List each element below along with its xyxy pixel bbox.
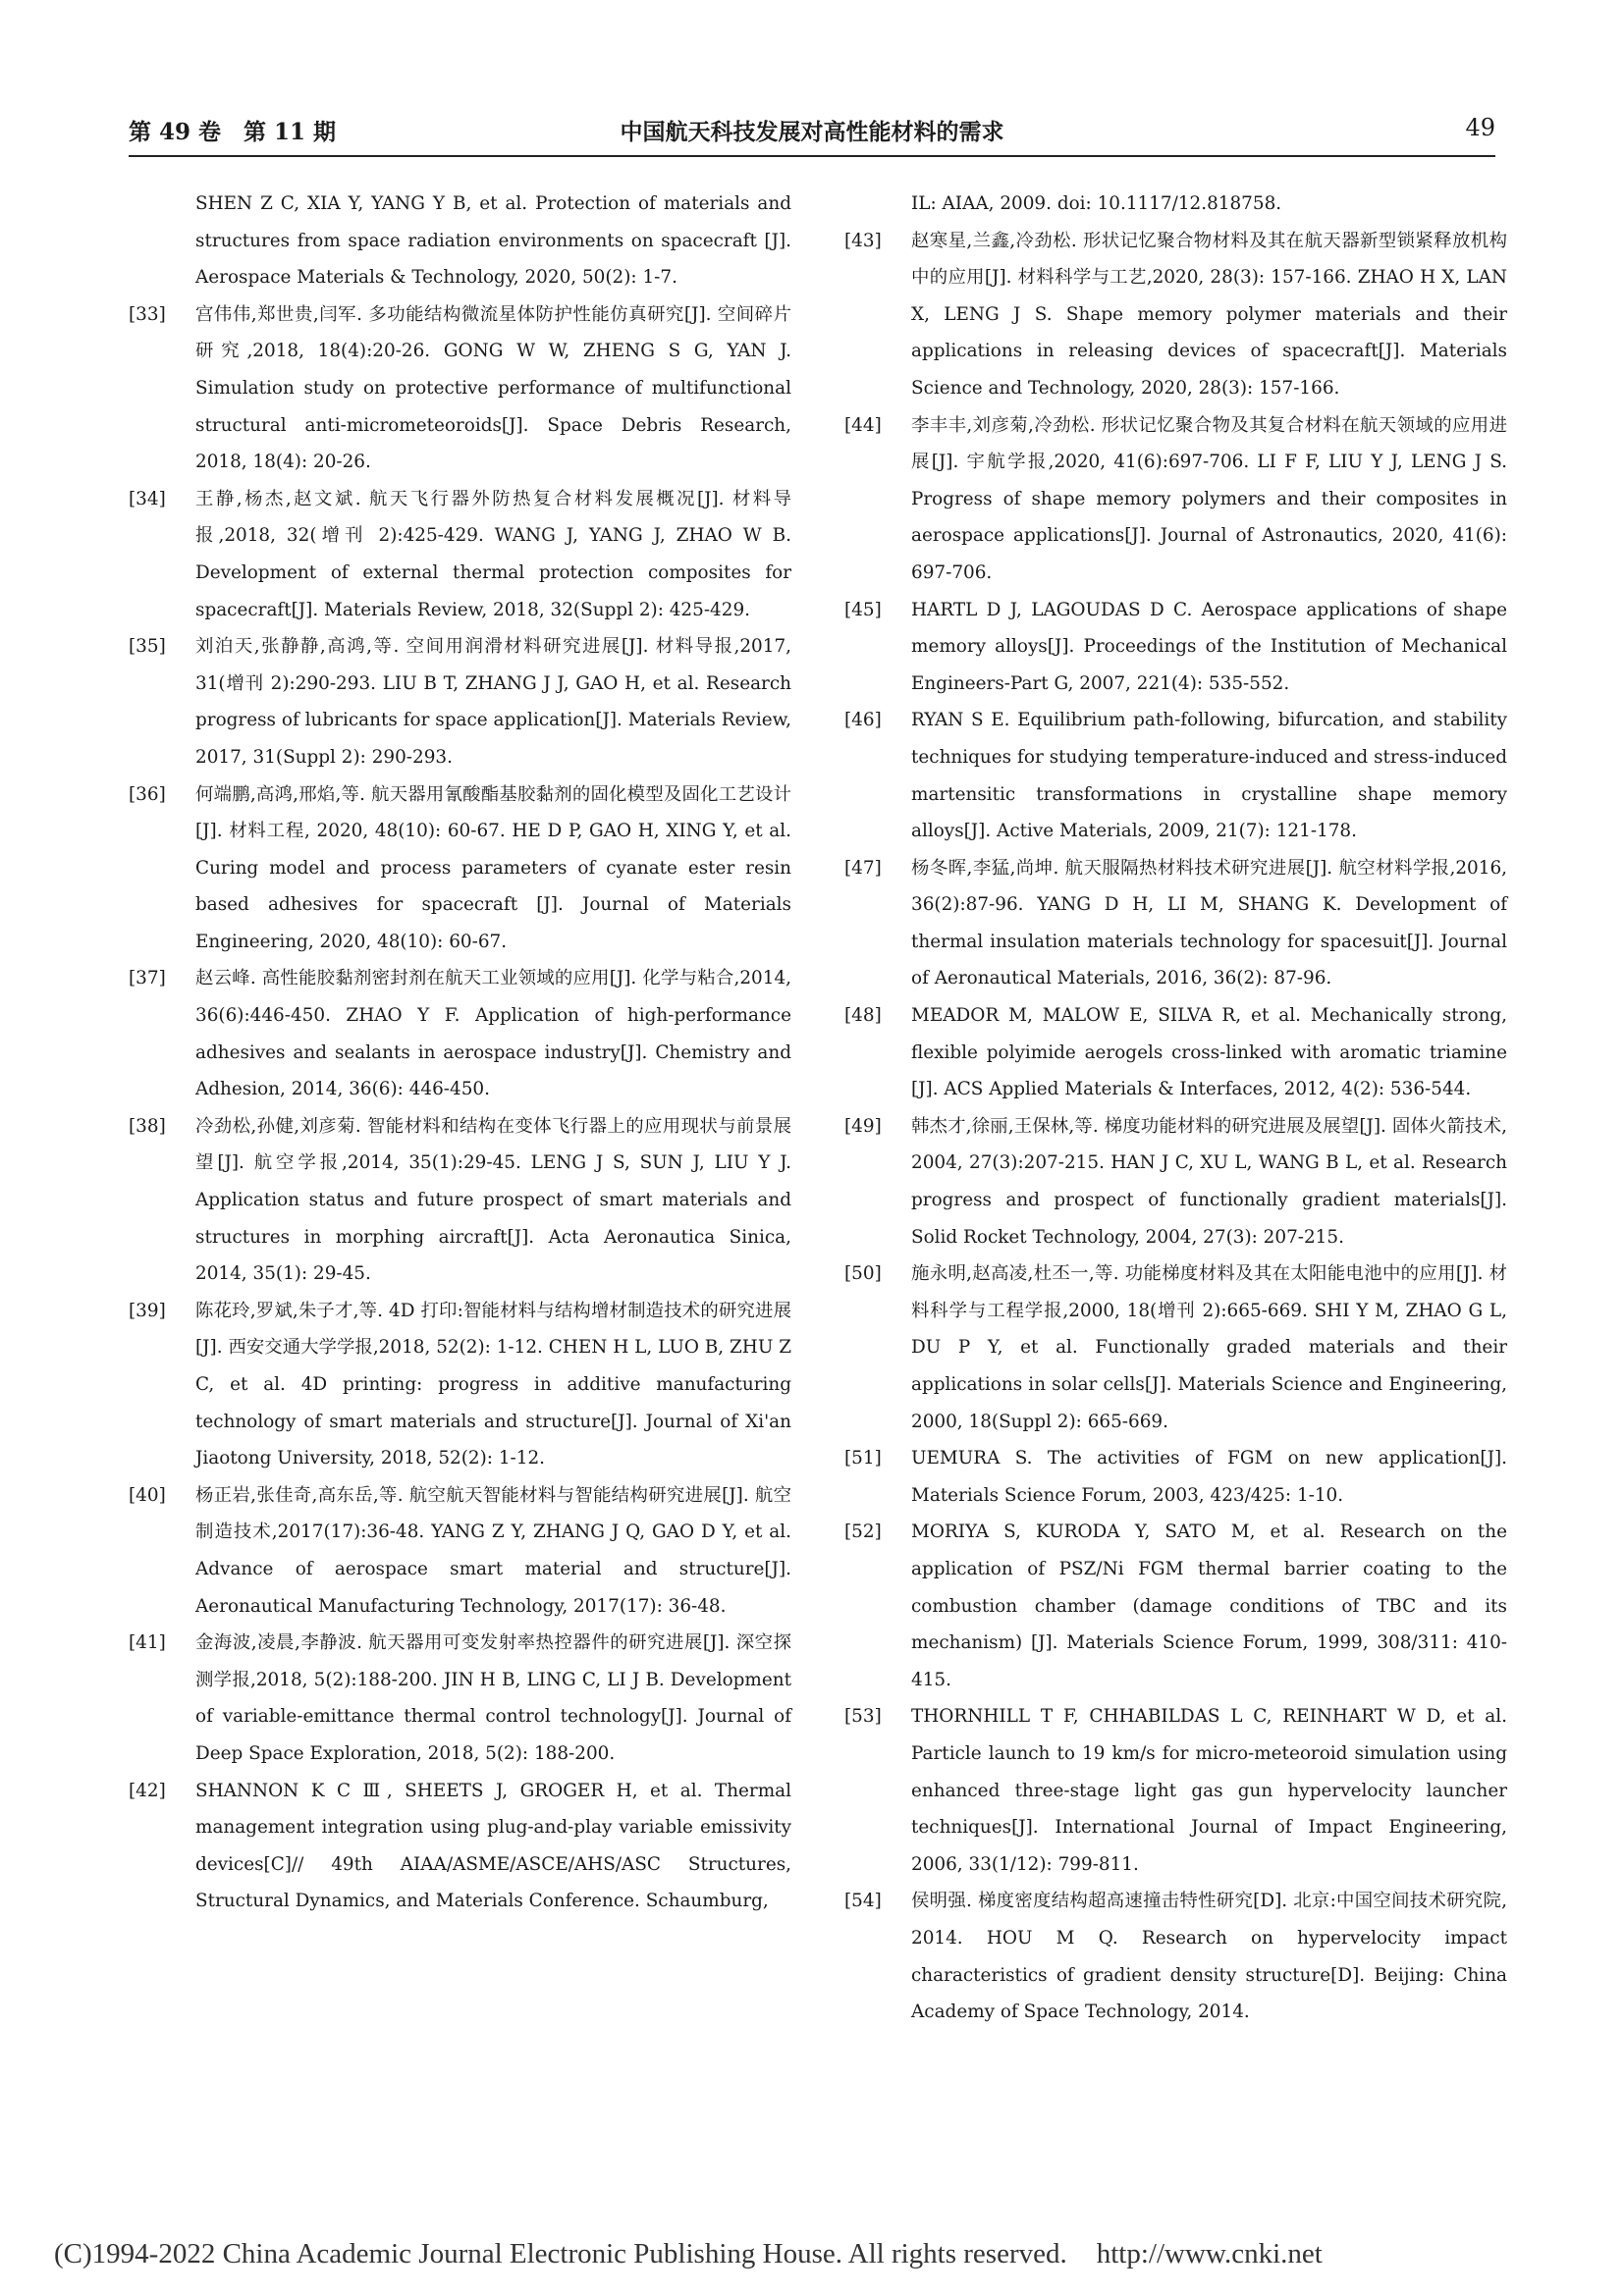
reference-entry: [844, 1108, 1507, 1255]
header-rule: [129, 155, 1495, 157]
reference-text: HARTL D J, LAGOUDAS D C. Aerospace applications of shape memory alloys[J]. Proceedings of the Institution of Mechanical Engineers-Part G, 2007, 221(4): 535-552.: [911, 599, 1507, 694]
reference-entry: [129, 776, 791, 961]
reference-number: [47]: [844, 857, 882, 879]
reference-text: SHANNON K C Ⅲ, SHEETS J, GROGER H, et al. Thermal management integration using plug-and-play variable emissivity devices[C]// 49th AIAA/ASME/ASCE/AHS/ASC Structures, Structural Dynamics, and Materials Conference. Schaumburg,: [195, 1780, 791, 1912]
reference-text: 陈花玲,罗斌,朱子才,等. 4D 打印:智能材料与结构增材制造技术的研究进展[J]. 西安交通大学学报,2018, 52(2): 1-12. CHEN H L, LUO B, ZHU Z C, et al. 4D printing: progress in additive manufacturing technology of smart materials and structure[J]. Journal of Xi'an Jiaotong University, 2018, 52(2): 1-12.: [195, 1300, 791, 1469]
left-column: [129, 186, 791, 1920]
reference-text: 赵云峰. 高性能胶黏剂密封剂在航天工业领域的应用[J]. 化学与粘合,2014, 36(6):446-450. ZHAO Y F. Application of high-performance adhesives and sealants in aerospace industry[J]. Chemistry and Adhesion, 2014, 36(6): 446-450.: [195, 968, 791, 1100]
reference-text: THORNHILL T F, CHHABILDAS L C, REINHART W D, et al. Particle launch to 19 km/s for micro-meteoroid simulation using enhanced three-stage light gas gun hypervelocity launcher techniques[J]. International Journal of Impact Engineering, 2006, 33(1/12): 799-811.: [911, 1706, 1507, 1875]
reference-text: 杨冬晖,李猛,尚坤. 航天服隔热材料技术研究进展[J]. 航空材料学报,2016, 36(2):87-96. YANG D H, LI M, SHANG K. Development of thermal insulation materials technology for spacesuit[J]. Journal of Aeronautical Materials, 2016, 36(2): 87-96.: [911, 857, 1507, 989]
reference-number: [42]: [129, 1780, 166, 1801]
reference-entry: [844, 592, 1507, 703]
reference-entry: [129, 1477, 791, 1625]
page-number: 49: [1465, 114, 1495, 141]
reference-number: [46]: [844, 710, 882, 731]
cnki-link[interactable]: http://www.cnki.net: [1096, 2238, 1323, 2269]
reference-entry: [844, 702, 1507, 849]
reference-text: MORIYA S, KURODA Y, SATO M, et al. Research on the application of PSZ/Ni FGM thermal barrier coating to the combustion chamber (damage conditions of TBC and its mechanism) [J]. Materials Science Forum, 1999, 308/311: 410-415.: [911, 1522, 1507, 1690]
reference-entry: [129, 481, 791, 628]
running-header: [129, 114, 1495, 153]
reference-text: 韩杰才,徐丽,王保林,等. 梯度功能材料的研究进展及展望[J]. 固体火箭技术, 2004, 27(3):207-215. HAN J C, XU L, WANG B L, et al. Research progress and prospect of functionally gradient materials[J]. Solid Rocket Technology, 2004, 27(3): 207-215.: [911, 1115, 1507, 1248]
reference-entry: [129, 628, 791, 775]
reference-number: [48]: [844, 1005, 882, 1027]
reference-number: [35]: [129, 636, 166, 658]
reference-text: 杨正岩,张佳奇,高东岳,等. 航空航天智能材料与智能结构研究进展[J]. 航空制造技术,2017(17):36-48. YANG Z Y, ZHANG J Q, GAO D Y, et al. Advance of aerospace smart material and structure[J]. Aeronautical Manufacturing Technology, 2017(17): 36-48.: [195, 1484, 791, 1617]
reference-number: [40]: [129, 1484, 166, 1506]
reference-entry: [129, 1293, 791, 1477]
reference-entry: [844, 223, 1507, 407]
reference-number: [45]: [844, 599, 882, 620]
reference-continuation: SHEN Z C, XIA Y, YANG Y B, et al. Protection of materials and structures from space radiation environments on spacecraft [J]. Aerospace Materials & Technology, 2020, 50(2): 1-7.: [195, 193, 791, 289]
reference-text: 何端鹏,高鸿,邢焰,等. 航天器用氰酸酯基胶黏剂的固化模型及固化工艺设计[J]. 材料工程, 2020, 48(10): 60-67. HE D P, GAO H, XING Y, et al. Curing model and process parameters of cyanate ester resin based adhesives for spacecraft [J]. Journal of Materials Engineering, 2020, 48(10): 60-67.: [195, 783, 791, 952]
reference-number: [51]: [844, 1448, 882, 1469]
reference-number: [54]: [844, 1891, 882, 1912]
reference-text: 金海波,凌晨,李静波. 航天器用可变发射率热控器件的研究进展[J]. 深空探测学报,2018, 5(2):188-200. JIN H B, LING C, LI J B. Development of variable-emittance thermal control technology[J]. Journal of Deep Space Exploration, 2018, 5(2): 188-200.: [195, 1632, 791, 1764]
reference-number: [39]: [129, 1300, 166, 1321]
reference-entry: [844, 850, 1507, 997]
reference-text: 刘泊天,张静静,高鸿,等. 空间用润滑材料研究进展[J]. 材料导报,2017, 31(增刊 2):290-293. LIU B T, ZHANG J J, GAO H, et al. Research progress of lubricants for space application[J]. Materials Review, 2017, 31(Suppl 2): 290-293.: [195, 636, 791, 768]
reference-entry: [844, 1514, 1507, 1698]
reference-text: 李丰丰,刘彦菊,冷劲松. 形状记忆聚合物及其复合材料在航天领域的应用进展[J]. 宇航学报,2020, 41(6):697-706. LI F F, LIU Y J, LENG J S. Progress of shape memory polymers and their composites in aerospace applications[J]. Journal of Astronautics, 2020, 41(6): 697-706.: [911, 414, 1507, 583]
reference-number: [49]: [844, 1115, 882, 1137]
reference-entry: [844, 1883, 1507, 2030]
reference-text: 王静,杨杰,赵文斌. 航天飞行器外防热复合材料发展概况[J]. 材料导报,2018, 32(增刊 2):425-429. WANG J, YANG J, ZHAO W B. Development of external thermal protection composites for spacecraft[J]. Materials Review, 2018, 32(Suppl 2): 425-429.: [195, 488, 791, 620]
reference-entry: [129, 1625, 791, 1772]
reference-number: [52]: [844, 1522, 882, 1543]
reference-text: 施永明,赵高凌,杜丕一,等. 功能梯度材料及其在太阳能电池中的应用[J]. 材料科学与工程学报,2000, 18(增刊 2):665-669. SHI Y M, ZHAO G L, DU P Y, et al. Functionally graded materials and their applications in solar cells[J]. Materials Science and Engineering, 2000, 18(Suppl 2): 665-669.: [911, 1263, 1507, 1432]
reference-entry: [129, 1108, 791, 1293]
reference-text: RYAN S E. Equilibrium path-following, bifurcation, and stability techniques for studying temperature-induced and stress-induced martensitic transformations in crystalline shape memory alloys[J]. Active Materials, 2009, 21(7): 121-178.: [911, 710, 1507, 842]
copyright-notice: (C)1994-2022 China Academic Journal Electronic Publishing House. All rights reserved.: [54, 2238, 1067, 2269]
reference-number: [44]: [844, 414, 882, 436]
reference-number: [43]: [844, 230, 882, 251]
reference-entry: [844, 1440, 1507, 1514]
reference-text: 侯明强. 梯度密度结构超高速撞击特性研究[D]. 北京:中国空间技术研究院, 2014. HOU M Q. Research on hypervelocity impact characteristics of gradient density structure[D]. Beijing: China Academy of Space Technology, 2014.: [911, 1891, 1507, 2023]
reference-text: MEADOR M, MALOW E, SILVA R, et al. Mechanically strong, flexible polyimide aerogels cross-linked with aromatic triamine [J]. ACS Applied Materials & Interfaces, 2012, 4(2): 536-544.: [911, 1005, 1507, 1100]
reference-entry: [844, 1255, 1507, 1440]
reference-entry: [129, 960, 791, 1107]
copyright-footer: [54, 2238, 1586, 2277]
reference-text: 冷劲松,孙健,刘彦菊. 智能材料和结构在变体飞行器上的应用现状与前景展望[J]. 航空学报,2014, 35(1):29-45. LENG J S, SUN J, LIU Y J. Application status and future prospect of smart materials and structures in morphing aircraft[J]. Acta Aeronautica Sinica, 2014, 35(1): 29-45.: [195, 1115, 791, 1285]
reference-number: [41]: [129, 1632, 166, 1654]
reference-entry: [129, 296, 791, 481]
reference-number: [36]: [129, 783, 166, 805]
reference-number: [37]: [129, 968, 166, 989]
reference-text: 宫伟伟,郑世贵,闫军. 多功能结构微流星体防护性能仿真研究[J]. 空间碎片研究,2018, 18(4):20-26. GONG W W, ZHENG S G, YAN J. Simulation study on protective performance of multifunctional structural anti-micrometeoroids[J]. Space Debris Research, 2018, 18(4): 20-26.: [195, 303, 791, 473]
reference-continuation: IL: AIAA, 2009. doi: 10.1117/12.818758.: [911, 193, 1282, 214]
right-column: [844, 186, 1507, 2031]
reference-number: [33]: [129, 303, 166, 325]
reference-entry: [844, 997, 1507, 1108]
reference-number: [34]: [129, 488, 166, 509]
reference-number: [38]: [129, 1115, 166, 1137]
reference-text: UEMURA S. The activities of FGM on new application[J]. Materials Science Forum, 2003, 423/425: 1-10.: [911, 1448, 1507, 1506]
reference-entry: [844, 407, 1507, 592]
reference-entry: [129, 1773, 791, 1920]
reference-text: 赵寒星,兰鑫,冷劲松. 形状记忆聚合物材料及其在航天器新型锁紧释放机构中的应用[J]. 材料科学与工艺,2020, 28(3): 157-166. ZHAO H X, LAN X, LENG J S. Shape memory polymer materials and their applications in releasing devices of spacecraft[J]. Materials Science and Technology, 2020, 28(3): 157-166.: [911, 230, 1507, 399]
reference-entry: [844, 1698, 1507, 1883]
reference-number: [53]: [844, 1706, 882, 1728]
volume-issue: 第 49 卷 第 11 期: [129, 119, 337, 145]
running-title: 中国航天科技发展对高性能材料的需求: [620, 119, 1004, 145]
reference-number: [50]: [844, 1263, 882, 1285]
